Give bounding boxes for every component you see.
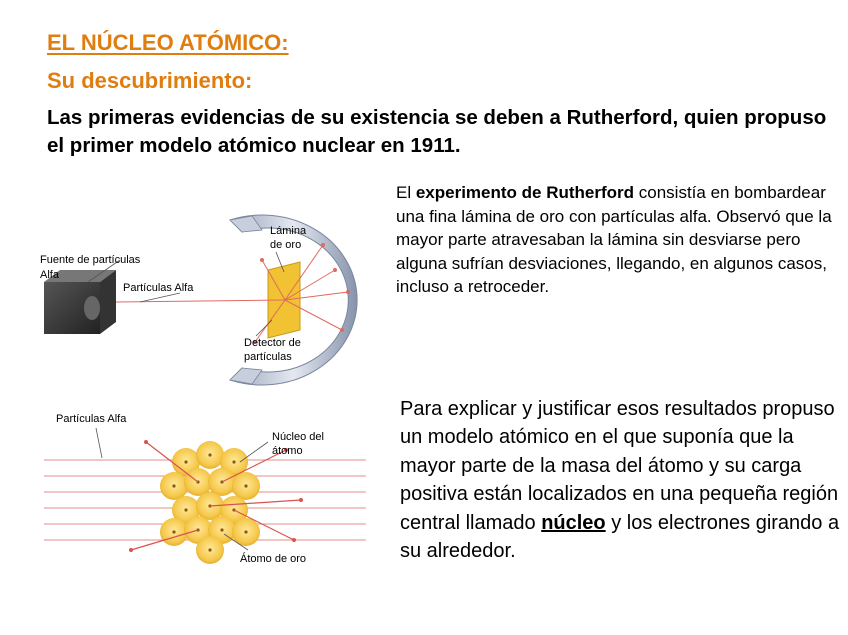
foil-label-line2: de oro	[270, 239, 302, 251]
experiment-description: consistía en bombardear una fina lámina de oro con partículas alfa. Observó que la mayor parte atravesaban la lámina sin desviarse pero alguna sufrían desviaciones, llegando, en algunos casos, incluso a retroceder.	[396, 183, 832, 297]
nucleus-label-line1: Núcleo del	[272, 431, 324, 443]
gold-atoms-diagram	[36, 400, 381, 595]
experiment-paragraph	[396, 181, 846, 299]
detector-label-line2: partículas	[244, 351, 292, 363]
intro-text: Las primeras evidencias de su existencia se deben a Rutherford, quien propuso el primer modelo atómico nuclear en 1911.	[47, 106, 827, 157]
model-paragraph	[400, 395, 840, 565]
source-label-line1: Fuente de partículas	[40, 254, 141, 266]
gold-atom-label: Átomo de oro	[240, 553, 307, 565]
rutherford-experiment-diagram	[30, 190, 375, 390]
page-title: EL NÚCLEO ATÓMICO:	[47, 30, 289, 55]
gold-atom-cluster	[160, 441, 260, 564]
experiment-prefix: El	[396, 183, 416, 202]
nucleus-term: núcleo	[541, 511, 606, 534]
model-description: Para explicar y justificar esos resultados propuso un modelo atómico en el que suponía que la mayor parte de la masa del átomo y su carga positiva están localizados en una pequeña región central llamado	[400, 398, 839, 534]
experiment-term: experimento de Rutherford	[415, 183, 635, 202]
particles-label: Partículas Alfa	[123, 282, 194, 294]
section-subtitle: Su descubrimiento:	[47, 68, 253, 93]
foil-label-line1: Lámina	[270, 225, 307, 237]
source-label-line2: Alfa	[40, 269, 59, 281]
model-description-end: y los electrones girando a su alrededor.	[400, 511, 840, 563]
nucleus-label-line2: átomo	[272, 445, 303, 457]
detector-label-line1: Detector de	[244, 337, 301, 349]
particles-label-2: Partículas Alfa	[56, 413, 127, 425]
